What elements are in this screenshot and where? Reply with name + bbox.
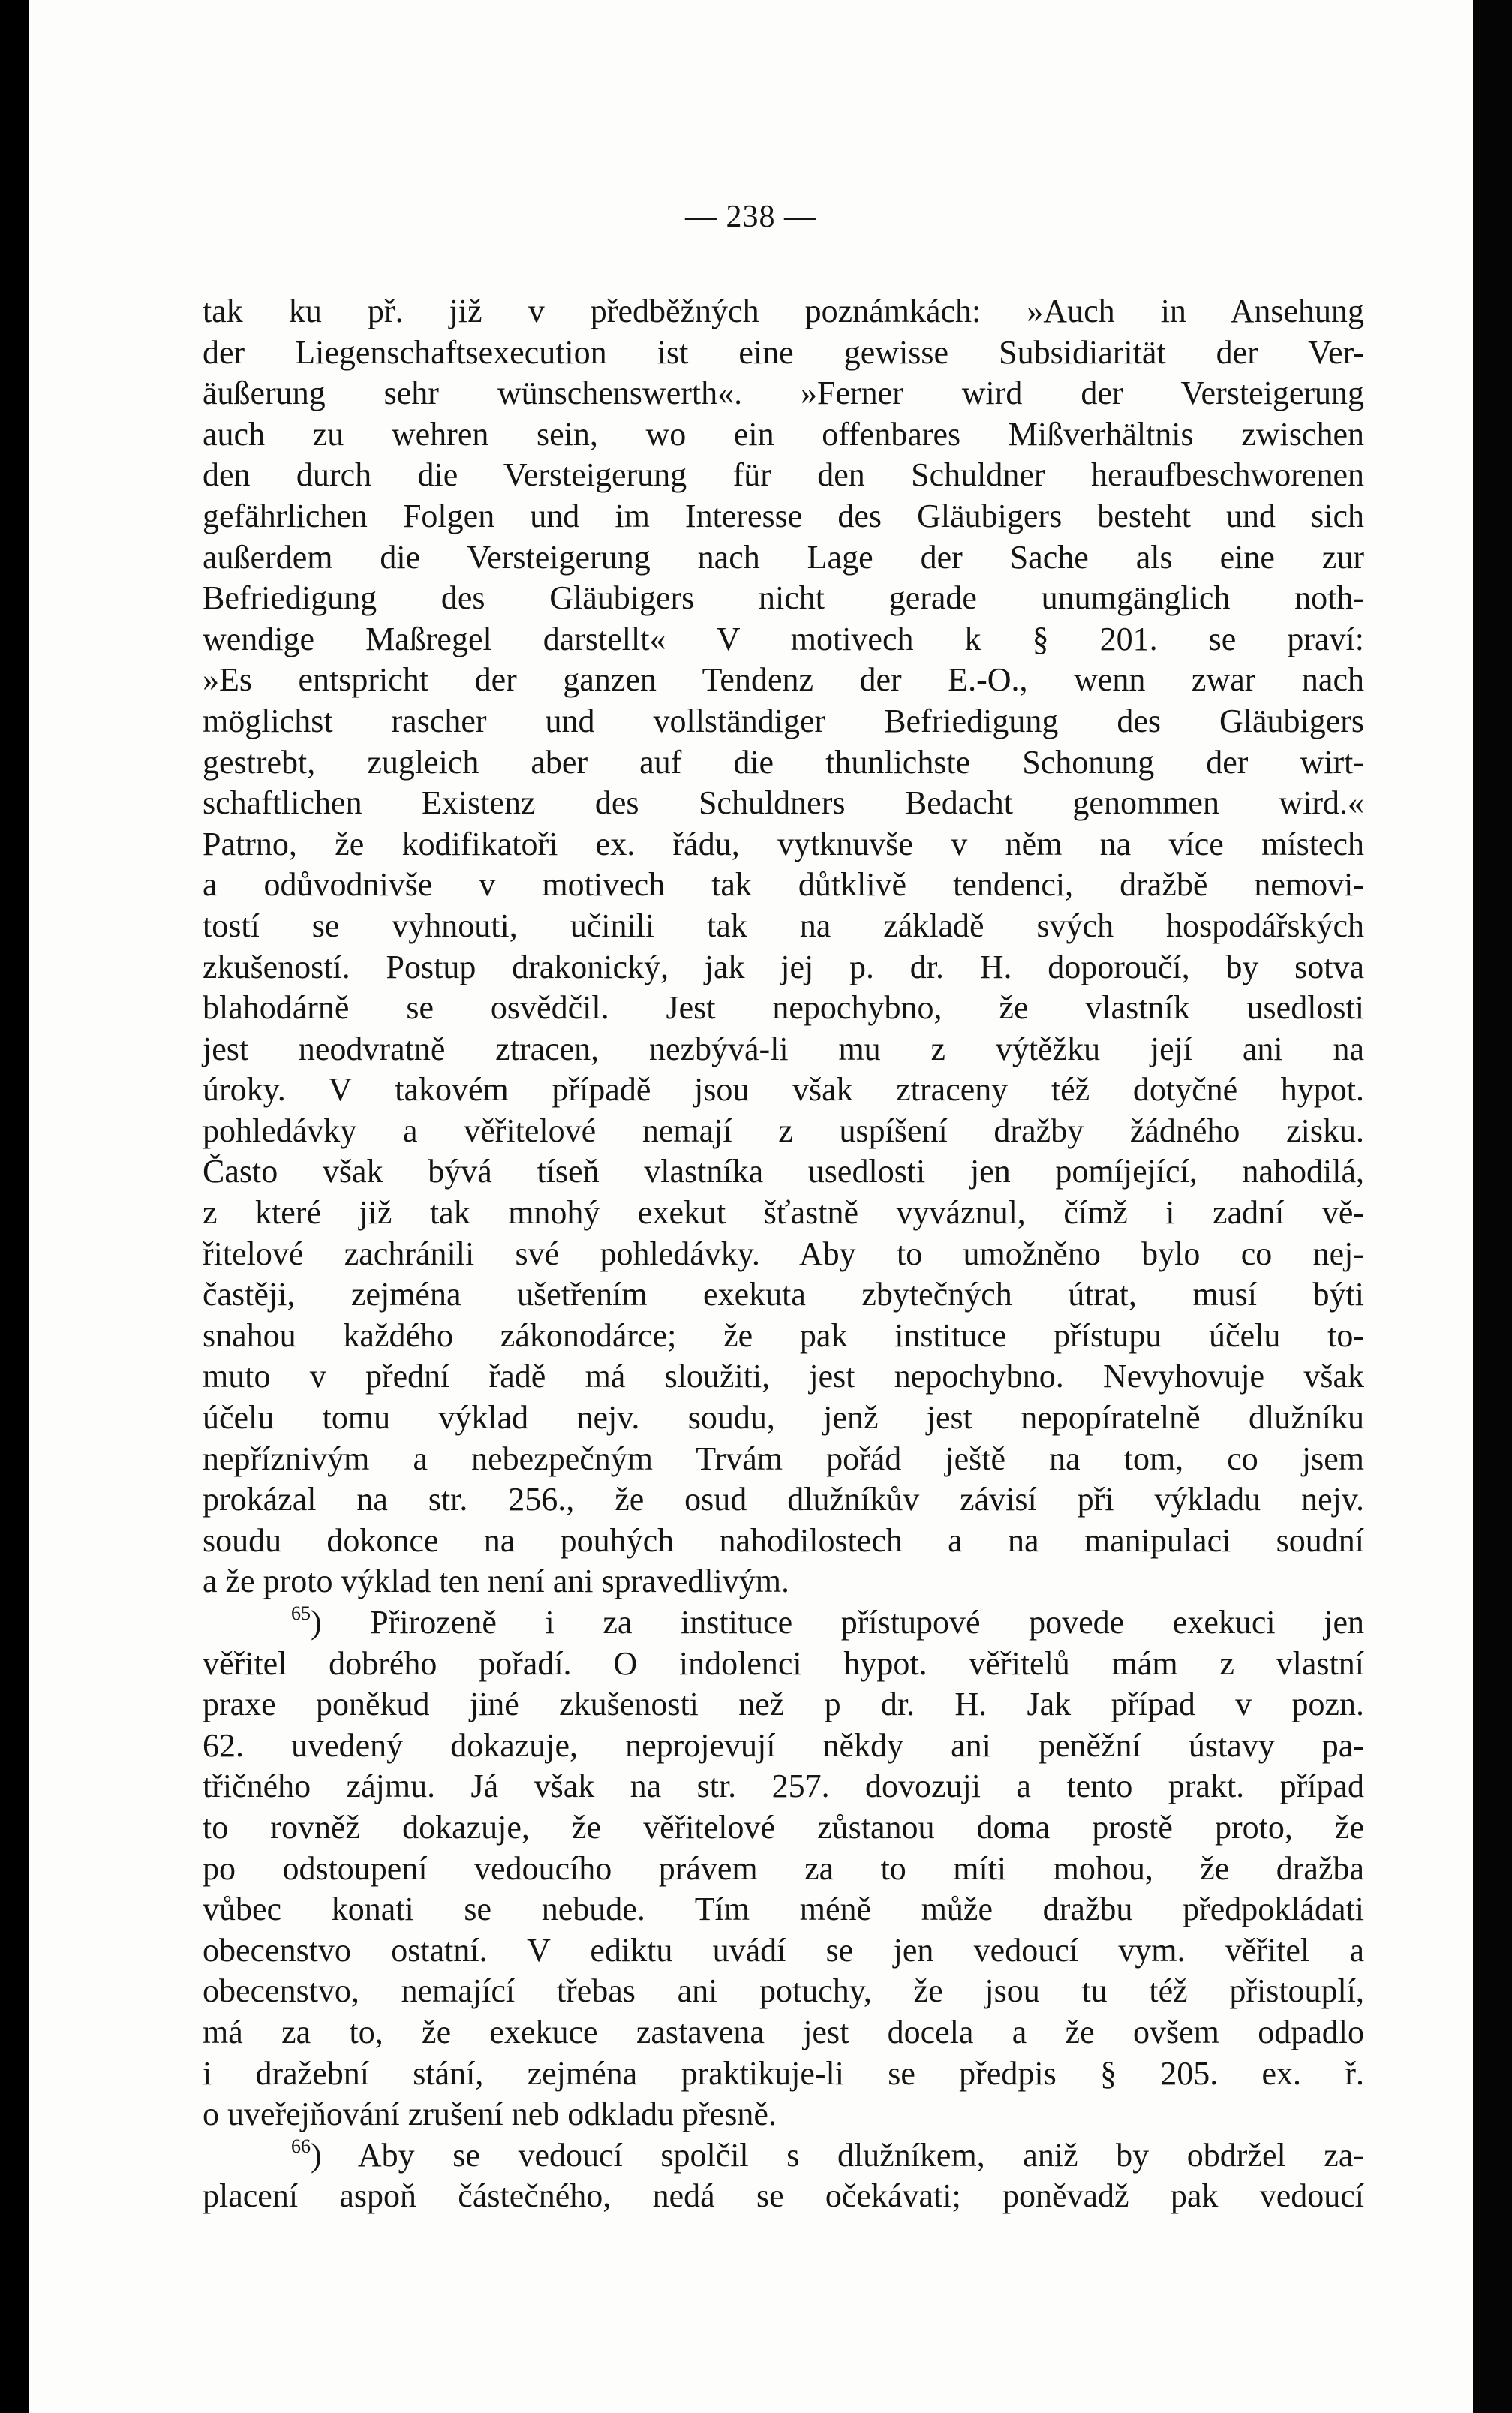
text-line: den durch die Versteigerung für den Schuldner heraufbeschworenen	[203, 456, 1364, 494]
footnote-marker: 65	[291, 1602, 311, 1624]
text-line: soudu dokonce na pouhých nahodilostech a na manipulaci soudní	[203, 1521, 1364, 1559]
text-line: wendige Maßregel darstellt« V motivech k § 201. se praví:	[203, 620, 1364, 657]
text-line: prokázal na str. 256., že osud dlužníkův závisí při výkladu nejv.	[203, 1481, 1364, 1518]
text-line: to rovněž dokazuje, že věřitelové zůstanou doma prostě proto, že	[203, 1808, 1364, 1846]
text-line: 62. uvedený dokazuje, neprojevují někdy ani peněžní ústavy pa-	[203, 1726, 1364, 1764]
text-line: věřitel dobrého pořadí. O indolenci hypot. věřitelů mám z vlastní	[203, 1644, 1364, 1682]
text-line: třičného zájmu. Já však na str. 257. dovozuji a tento prakt. případ	[203, 1768, 1364, 1805]
text-line: der Liegenschaftsexecution ist eine gewisse Subsidiarität der Ver-	[203, 333, 1364, 371]
text-line: nepříznivým a nebezpečným Trvám pořád ještě na tom, co jsem	[203, 1440, 1364, 1477]
text-line: jest neodvratně ztracen, nezbývá-li mu z výtěžku její ani na	[203, 1030, 1364, 1067]
footnote-text: ) Aby se vedoucí spolčil s dlužníkem, aniž by obdržel za-	[311, 2136, 1364, 2174]
text-line: snahou každého zákonodárce; že pak instituce přístupu účelu to-	[203, 1316, 1364, 1354]
body-text	[203, 291, 1364, 2217]
text-line: auch zu wehren sein, wo ein offenbares Mißverhältnis zwischen	[203, 415, 1364, 453]
text-line: má za to, že exekuce zastavena jest docela a že ovšem odpadlo	[203, 2013, 1364, 2050]
text-line: z které již tak mnohý exekut šťastně vyváznul, čímž i zadní vě-	[203, 1194, 1364, 1232]
scan-border	[1473, 0, 1512, 2413]
footnote-66-first-line	[203, 2135, 1364, 2177]
text-line: gefährlichen Folgen und im Interesse des Gläubigers besteht und sich	[203, 497, 1364, 534]
text-line: a odůvodnivše v motivech tak důtklivě tendenci, dražbě nemovi-	[203, 866, 1364, 904]
text-line: möglichst rascher und vollständiger Befriedigung des Gläubigers	[203, 702, 1364, 739]
text-line: »Es entspricht der ganzen Tendenz der E.-O., wenn zwar nach	[203, 661, 1364, 699]
text-line: Befriedigung des Gläubigers nicht gerade unumgänglich noth-	[203, 579, 1364, 617]
footnote-marker: 66	[291, 2135, 311, 2157]
book-page	[29, 0, 1473, 2413]
text-line: po odstoupení vedoucího právem za to míti mohou, že dražba	[203, 1849, 1364, 1887]
text-line: i dražební stání, zejména praktikuje-li se předpis § 205. ex. ř.	[203, 2054, 1364, 2092]
text-line: obecenstvo ostatní. V ediktu uvádí se jen vedoucí vym. věřitel a	[203, 1931, 1364, 1969]
text-line: Často však bývá tíseň vlastníka usedlosti jen pomíjející, nahodilá,	[203, 1153, 1364, 1190]
text-line: tak ku př. již v předběžných poznámkách: »Auch in Ansehung	[203, 293, 1364, 329]
text-line: schaftlichen Existenz des Schuldners Bedacht genommen wird.«	[203, 784, 1364, 822]
text-line: Patrno, že kodifikatoři ex. řádu, vytknuvše v něm na více místech	[203, 825, 1364, 862]
text-line: pohledávky a věřitelové nemají z uspíšení dražby žádného zisku.	[203, 1112, 1364, 1149]
text-line: obecenstvo, nemající třebas ani potuchy, že jsou tu též přistouplí,	[203, 1972, 1364, 2010]
page-number: — 238 —	[685, 200, 816, 234]
text-line: častěji, zejména ušetřením exekuta zbytečných útrat, musí býti	[203, 1276, 1364, 1313]
text-line: blahodárně se osvědčil. Jest nepochybno, že vlastník usedlosti	[203, 989, 1364, 1027]
text-line: muto v přední řadě má sloužiti, jest nepochybno. Nevyhovuje však	[203, 1358, 1364, 1395]
text-line: a že proto výklad ten není ani spravedlivým.	[203, 1563, 789, 1600]
text-line: účelu tomu výklad nejv. soudu, jenž jest nepopíratelně dlužníku	[203, 1399, 1364, 1437]
text-line: praxe poněkud jiné zkušenosti než p dr. H. Jak případ v pozn.	[203, 1686, 1364, 1723]
text-line: äußerung sehr wünschenswerth«. »Ferner wird der Versteigerung	[203, 375, 1364, 412]
text-line: tostí se vyhnouti, učinili tak na základě svých hospodářských	[203, 907, 1364, 944]
text-line: gestrebt, zugleich aber auf die thunlichste Schonung der wirt-	[203, 743, 1364, 781]
text-line: vůbec konati se nebude. Tím méně může dražbu předpokládati	[203, 1891, 1364, 1928]
text-line: placení aspoň částečného, nedá se očekávati; poněvadž pak vedoucí	[203, 2177, 1364, 2215]
text-line: řitelové zachránili své pohledávky. Aby to umožněno bylo co nej-	[203, 1235, 1364, 1272]
footnote-65-first-line	[203, 1602, 1364, 1644]
text-line: o uveřejňování zrušení neb odkladu přesně.	[203, 2096, 777, 2133]
text-line: außerdem die Versteigerung nach Lage der Sache als eine zur	[203, 538, 1364, 576]
footnote-text: ) Přirozeně i za instituce přístupové povede exekuci jen	[311, 1604, 1364, 1641]
text-line: úroky. V takovém případě jsou však ztraceny též dotyčné hypot.	[203, 1071, 1364, 1109]
text-line: zkušeností. Postup drakonický, jak jej p. dr. H. doporoučí, by sotva	[203, 948, 1364, 985]
